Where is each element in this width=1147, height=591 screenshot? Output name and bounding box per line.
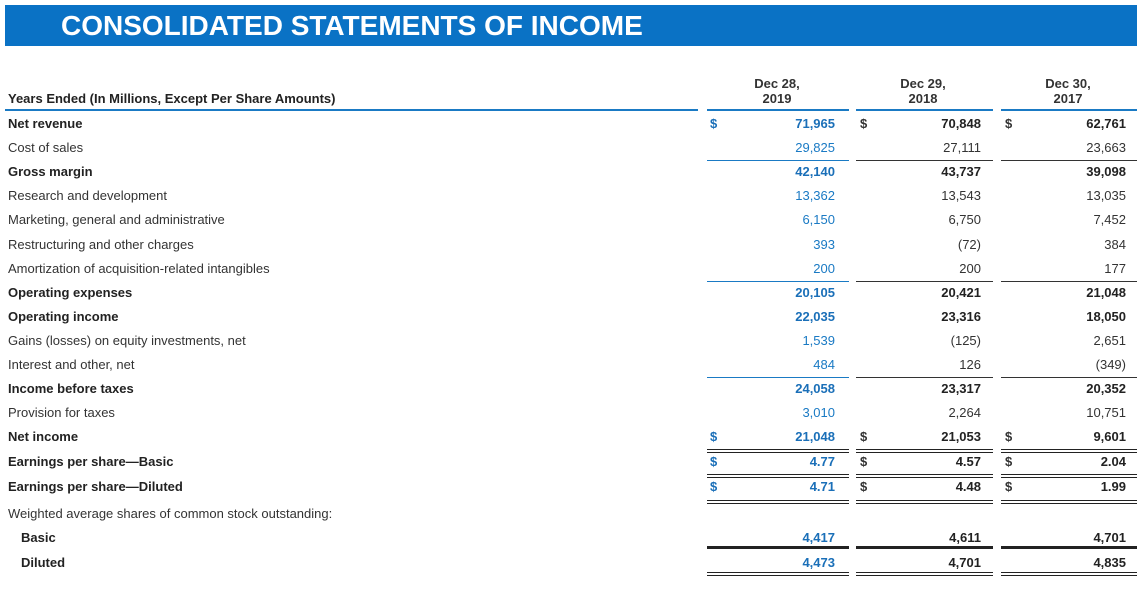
currency-symbol: $ (860, 116, 868, 131)
row-label: Net revenue (8, 116, 83, 131)
header-rule (5, 109, 698, 111)
row-value: 23,316 (941, 309, 981, 324)
row-value: 43,737 (941, 164, 981, 179)
row-value: 393 (813, 237, 835, 252)
row-value: 4.57 (955, 454, 981, 469)
row-value: 10,751 (1086, 405, 1126, 420)
row-value: (349) (1095, 357, 1126, 372)
row-value: 13,543 (941, 188, 981, 203)
row-rule (707, 281, 849, 282)
row-rule (1001, 377, 1137, 378)
row-value: 4,611 (949, 530, 981, 545)
row-value: 39,098 (1086, 164, 1126, 179)
row-rule (856, 500, 993, 504)
row-value: 4,417 (802, 530, 835, 545)
column-header-date: Dec 28, (754, 76, 800, 91)
currency-symbol: $ (710, 454, 718, 469)
currency-symbol: $ (860, 454, 868, 469)
row-value: 13,035 (1086, 188, 1126, 203)
currency-symbol: $ (1005, 116, 1013, 131)
row-value: 22,035 (795, 309, 835, 324)
row-label: Marketing, general and administrative (8, 212, 225, 227)
row-label: Cost of sales (8, 140, 84, 155)
row-value: 2,651 (1093, 333, 1126, 348)
row-value: 62,761 (1086, 116, 1126, 131)
row-value: 1,539 (802, 333, 835, 348)
row-value: 4.77 (809, 454, 835, 469)
row-label: Income before taxes (8, 381, 134, 396)
row-label: Earnings per share—Basic (8, 454, 174, 469)
row-value: 20,105 (795, 285, 835, 300)
row-rule (856, 160, 993, 161)
currency-symbol: $ (860, 479, 868, 494)
row-label: Gross margin (8, 164, 93, 179)
currency-symbol: $ (710, 429, 718, 444)
table-header-label: Years Ended (In Millions, Except Per Share Amounts) (8, 91, 336, 106)
row-value: 4,473 (802, 555, 835, 570)
row-value: 4.48 (955, 479, 981, 494)
row-rule (1001, 449, 1137, 453)
row-value: 23,663 (1086, 140, 1126, 155)
row-rule (1001, 281, 1137, 282)
row-value: 6,750 (948, 212, 981, 227)
column-header-2018 (883, 76, 963, 106)
row-label: Gains (losses) on equity investments, net (8, 333, 246, 348)
row-label: Restructuring and other charges (8, 237, 194, 252)
row-value: 13,362 (795, 188, 835, 203)
currency-symbol: $ (1005, 479, 1013, 494)
row-value: 24,058 (795, 381, 835, 396)
currency-symbol: $ (1005, 454, 1013, 469)
row-value: 21,048 (795, 429, 835, 444)
row-rule (856, 474, 993, 478)
column-header-date: Dec 29, (900, 76, 946, 91)
row-value: 177 (1104, 261, 1126, 276)
row-rule (707, 474, 849, 478)
column-header-2019 (737, 76, 817, 106)
currency-symbol: $ (710, 479, 718, 494)
row-value: 4,701 (1093, 530, 1126, 545)
row-value: 29,825 (795, 140, 835, 155)
row-value: (72) (957, 237, 981, 252)
header-rule (1001, 109, 1137, 111)
column-header-2017 (1028, 76, 1108, 106)
row-value: 7,452 (1093, 212, 1126, 227)
column-header-year: 2018 (908, 91, 938, 106)
row-rule (707, 500, 849, 504)
title-banner (5, 5, 1137, 46)
row-value: 27,111 (943, 140, 981, 155)
row-label: Operating expenses (8, 285, 133, 300)
column-header-date: Dec 30, (1045, 76, 1091, 91)
row-label: Earnings per share—Diluted (8, 479, 183, 494)
row-rule (1001, 546, 1137, 549)
row-rule (1001, 160, 1137, 161)
row-value: 70,848 (941, 116, 981, 131)
row-rule (707, 572, 849, 576)
row-value: 18,050 (1086, 309, 1126, 324)
row-value: 20,352 (1086, 381, 1126, 396)
row-value: 1.99 (1100, 479, 1126, 494)
row-label: Operating income (8, 309, 119, 324)
row-label: Amortization of acquisition-related intangibles (8, 261, 270, 276)
currency-symbol: $ (860, 429, 868, 444)
row-rule (856, 281, 993, 282)
row-rule (1001, 500, 1137, 504)
row-value: (125) (950, 333, 981, 348)
row-value: 23,317 (941, 381, 981, 396)
row-rule (1001, 572, 1137, 576)
row-value: 21,053 (941, 429, 981, 444)
row-rule (856, 377, 993, 378)
row-label: Interest and other, net (8, 357, 135, 372)
row-value: 20,421 (941, 285, 981, 300)
row-label: Provision for taxes (8, 405, 115, 420)
row-rule (707, 160, 849, 161)
row-value: 126 (959, 357, 981, 372)
row-label: Net income (8, 429, 79, 444)
row-value: 484 (813, 357, 835, 372)
row-label: Weighted average shares of common stock outstanding: (8, 506, 333, 521)
currency-symbol: $ (1005, 429, 1013, 444)
row-rule (1001, 474, 1137, 478)
row-rule (707, 449, 849, 453)
row-rule (707, 546, 849, 549)
row-label: Research and development (8, 188, 167, 203)
row-value: 9,601 (1093, 429, 1126, 444)
row-value: 2.04 (1100, 454, 1126, 469)
row-rule (856, 546, 993, 549)
row-value: 200 (959, 261, 981, 276)
currency-symbol: $ (710, 116, 718, 131)
row-value: 71,965 (795, 116, 835, 131)
row-label: Basic (21, 530, 56, 545)
row-rule (707, 377, 849, 378)
row-rule (856, 449, 993, 453)
row-value: 4,835 (1093, 555, 1126, 570)
row-value: 2,264 (948, 405, 981, 420)
header-rule (707, 109, 849, 111)
row-value: 3,010 (802, 405, 835, 420)
row-value: 384 (1104, 237, 1126, 252)
column-header-year: 2019 (762, 91, 792, 106)
row-value: 6,150 (802, 212, 835, 227)
page-title: CONSOLIDATED STATEMENTS OF INCOME (61, 10, 643, 41)
row-value: 200 (813, 261, 835, 276)
row-value: 4.71 (809, 479, 835, 494)
header-rule (856, 109, 993, 111)
row-label: Diluted (21, 555, 66, 570)
row-value: 21,048 (1086, 285, 1126, 300)
row-value: 42,140 (795, 164, 835, 179)
row-value: 4,701 (948, 555, 981, 570)
row-rule (856, 572, 993, 576)
column-header-year: 2017 (1053, 91, 1083, 106)
